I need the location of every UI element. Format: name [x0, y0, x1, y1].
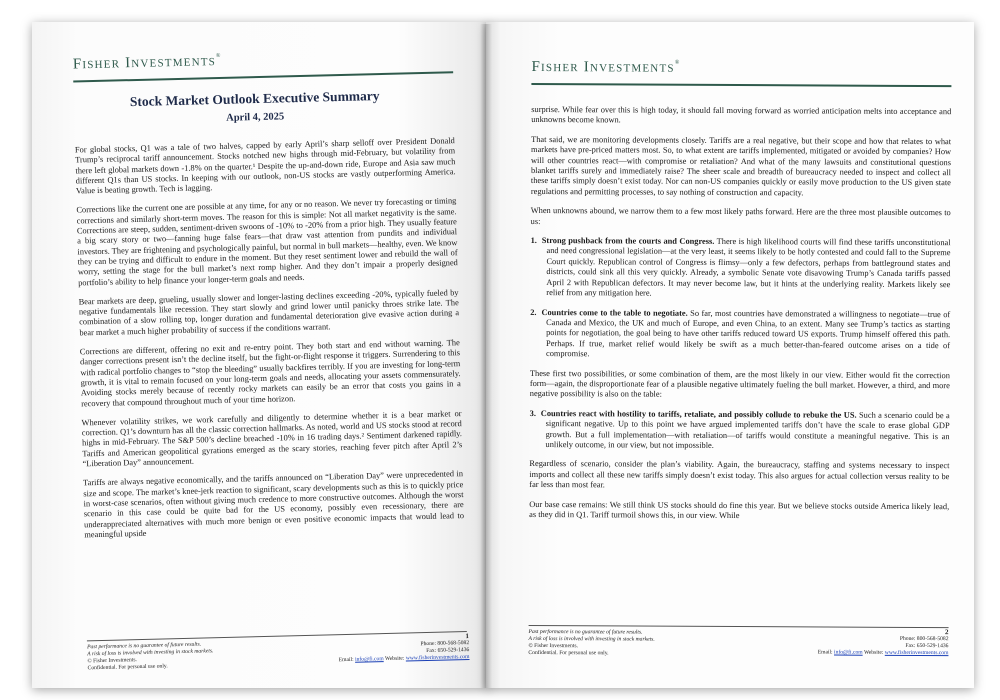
paragraph: Whenever volatility strikes, we work carefully and diligently to determine whether it is a bear market or correction. Q1’s downturn has all the classic correction hallmarks. As noted, world and US stocks stood at record highs in mid-February. The S&P 500’s decline breached -10% in 16 trading days.² Sentiment darkened rapidly. Tariffs and American geopolitical gyrations emerged as the scary stories, reaching fever pitch after April 2’s “Liberation Day” announcement.: [81, 408, 463, 469]
document-title: Stock Market Outlook Executive Summary: [129, 88, 380, 110]
left-body: [75, 136, 465, 549]
phone-text: Phone: 800-568-5082: [899, 635, 949, 643]
website-link[interactable]: www.fisherinvestments.com: [884, 649, 949, 657]
disclaimer-text: Past performance is no guarantee of future results.: [528, 628, 643, 636]
email-website-line: Email: info@fi.com Website: www.fisherinvestments.com: [338, 653, 470, 664]
paragraph: Bear markets are deep, grueling, usually slower and longer-lasting declines exceeding -20%, typically fueled by negative fundamentals like recession. They start slowly and grind lower until panicky throes strike late. The combination of a slow rolling top, longer duration and fundamental deterioration give evasive action during a bear market a much higher probability of success if the conditions warrant.: [78, 288, 460, 338]
fax-text: Fax: 650-529-1436: [426, 647, 470, 655]
header-rule: [73, 71, 453, 82]
paragraph: Our base case remains: We still think US stocks should do fine this year. But we believe stocks outside America likely lead, as they did in Q1. Tariff turmoil shows this, in our view. While: [529, 499, 950, 521]
outcomes-list: [529, 409, 949, 453]
disclaimer-text: A risk of loss is involved with investing in stock markets.: [528, 635, 655, 643]
page-number: 2: [945, 628, 949, 637]
paragraph: For global stocks, Q1 was a tale of two halves, capped by early April’s sharp selloff over President Donald Trump’s reciprocal tariff announcement. Stocks notched new highs through mid-February, but volatility from there left global markets down -1.8% on the quarter.¹ Despite the up-and-down ride, Europe and Asia saw much different Q1s than US stocks. In keeping with our outlook, non-US stocks are vastly outperforming America. Value is beating growth. Tech is lagging.: [74, 136, 456, 196]
email-link[interactable]: info@fi.com: [354, 656, 384, 663]
paragraph: These first two possibilities, or some combination of them, are the most likely in our view. Either would fit the correction form—again, the disproportionate fear of a plausible negative ultimately fueling the bull market. However, a third, and more negative possibility is also on the table:: [529, 368, 950, 399]
footer-disclaimer: [87, 641, 214, 672]
fax-text: Fax: 650-529-1436: [905, 642, 949, 650]
footer-contact: [728, 628, 948, 657]
copyright-text: © Fisher Investments.: [528, 642, 578, 650]
outcomes-list: [530, 236, 951, 362]
brand-logo: Fisher Investments®: [531, 58, 681, 76]
email-link[interactable]: info@fi.com: [834, 649, 863, 656]
email-website-line: Email: info@fi.com Website: www.fisherinvestments.com: [817, 649, 949, 657]
list-item: 1. Strong pushback from the courts and Congress. There is high likelihood courts will find these tariffs unconstitutional and need congressional legislation—at the very least, it seems likely to be hotly contested and could fall to the Supreme Court quickly. Republican control of Congress is flimsy—only a few defectors, perhaps from battleground states and districts, could sink all this very quickly. Already, a symbolic Senate vote disavowing Trump’s Canada tariffs passed April 2 with Republican defectors. It may never become law, but it hints at the underlying reality. Markets likely see relief from any mitigation here.: [530, 236, 951, 298]
page-gutter-shadow: [480, 24, 492, 688]
paragraph: Corrections are different, offering no exit and re-entry point. They both start and end without warning. The danger corrections present isn’t the decline itself, but the fight-or-flight response it triggers. Surrendering to this with radical portfolio changes to “stop the bleeding” usually backfires terribly. If you are investing for long-term growth, it is vital to remain focused on your long-term goals and needs, allocating your assets commensurately. Avoiding stocks merely because of recently rocky markets can easily be an error that costs you gains in a recovery that compound throughout much of your time horizon.: [79, 338, 461, 408]
confidential-text: Confidential. For personal use only.: [528, 649, 609, 657]
phone-text: Phone: 800-568-5082: [420, 640, 470, 648]
paragraph: surprise. While fear over this is high today, it should fall moving forward as worried anticipation melts into acceptance and unknowns become known.: [531, 104, 952, 125]
paragraph: When unknowns abound, we narrow them to a few most likely paths forward. Here are the three most plausible outcomes to us:: [530, 206, 951, 226]
header-rule: [531, 83, 951, 87]
disclaimer-text: A risk of loss is involved with investing in stock markets.: [87, 648, 214, 658]
page-2: [486, 22, 974, 688]
document-date: April 4, 2025: [226, 111, 285, 124]
paragraph: Tariffs are always negative economically, and the tariffs announced on “Liberation Day” were unprecedented in size and scope. The market’s knee-jerk reaction to significant, scary developments such as this is to quickly price in worst-case scenarios, often without giving much credence to more constructive outcomes. Although the worst scenario in this case could be quite bad for the US economy, possibly even recessionary, there are underappreciated alternatives with much more benign or even positive economic impacts that would lead to meaningful upside: [82, 469, 465, 540]
page-number: 1: [465, 632, 470, 641]
brand-logo: Fisher Investments®: [72, 52, 222, 73]
list-item: 2. Countries come to the table to negotiate. So far, most countries have demonstrated a willingness to negotiate—true of Canada and Mexico, the UK and much of Europe, and even China, to an extent. Many see Trump’s tactics as starting points for negotiation, the goal being to have other tariffs reduced toward US exports. Trump himself offered this path. Perhaps. If true, market relief would likely be swift as a much better-than-feared outcome arises on a tide of compromise.: [530, 307, 951, 359]
disclaimer-text: Past performance is no guarantee of future results.: [87, 641, 202, 651]
copyright-text: © Fisher Investments.: [87, 657, 137, 665]
footer-contact: [269, 633, 470, 666]
right-body: [529, 105, 951, 532]
footer-disclaimer: [528, 629, 654, 658]
page-1: [32, 22, 490, 688]
paragraph: That said, we are monitoring developments closely. Tariffs are a real negative, but their scope and how that relates to what markets have pre-priced matters most. So, to what extent are tariffs implemented, mitigated or avoided by companies? How will other countries react—with compromise or retaliation? And what of the many lawsuits and constitutional questions blanket tariffs surely and immediately raise? The sheer scale and breadth of bureaucracy needed to inspect and collect all these tariffs simply doesn’t exist today. Nor can non-US companies quickly or easily move production to the US given state regulations and permitting processes, to say nothing of construction and capacity.: [530, 134, 952, 198]
website-link[interactable]: www.fisherinvestments.com: [405, 653, 470, 662]
paragraph: Corrections like the current one are possible at any time, for any or no reason. We never try forecasting or timing corrections and similarly short-term moves. The reason for this is simple: Not all market negativity is the same. Corrections are steep, sudden, sentiment-driven swoons of -10% to -20% from a prior high. They usually feature a big scary story or two—fanning huge false fears—that draw vast attention from pundits and individual investors. They are frightening and psychologically painful, but normal in bull markets—healthy, even. We know they can be trying and difficult to endure in the moment. But they reset sentiment lower and rebuild the wall of worry, setting the stage for the bull market’s next romp higher. And they don’t impair a properly designed portfolio’s ability to help finance your longer-term goals and needs.: [76, 196, 458, 288]
confidential-text: Confidential. For personal use only.: [87, 663, 168, 672]
paragraph: Regardless of scenario, consider the plan’s viability. Again, the bureaucracy, staffing and systems necessary to inspect imports and collect all these new tariffs simply doesn’t exist today. This also argues for actual collection versus reality to be far less than most fear.: [529, 459, 950, 490]
list-item: 3. Countries react with hostility to tariffs, retaliate, and possibly collude to rebuke the US. Such a scenario could be a significant negative. Up to this point we have argued implemented tariffs don’t have the scale to erase global GDP growth. But a full implementation—with retaliation—of tariffs would constitute a meaningful negative. This is an unlikely outcome, in our view, but not impossible.: [529, 408, 950, 450]
